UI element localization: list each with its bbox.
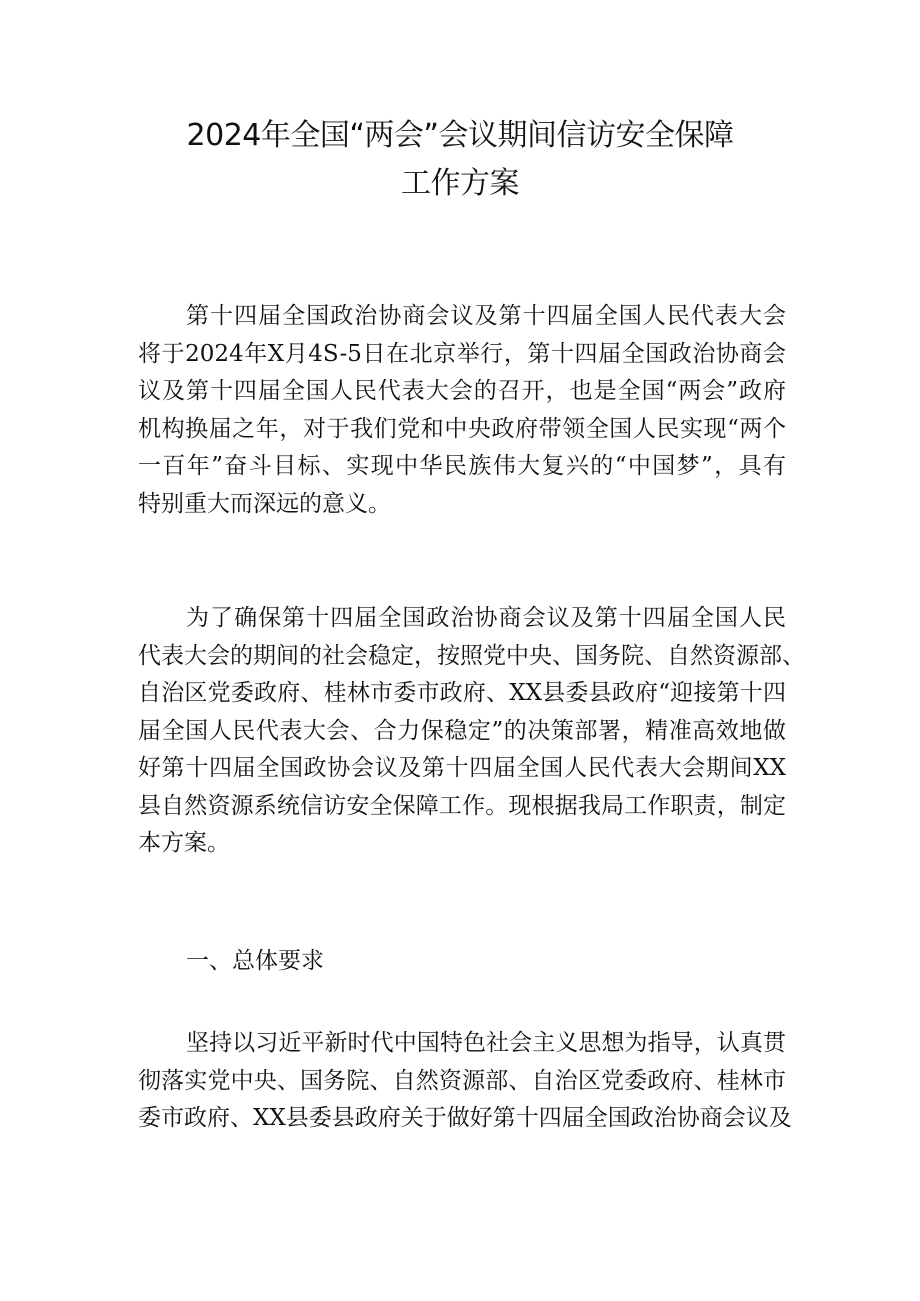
paragraph-line: 自治区党委政府、桂林市委市政府、XX县委县政府“迎接第十四 — [138, 680, 786, 706]
paragraph-line: 将于2024年X月4S-5日在北京举行，第十四届全国政治协商会 — [138, 340, 786, 367]
paragraph-purpose — [138, 600, 805, 863]
paragraph-line: 好第十四届全国政协会议及第十四届全国人民代表大会期间XX — [138, 755, 786, 781]
document-title — [100, 112, 820, 208]
paragraph-line: 坚持以习近平新时代中国特色社会主义思想为指导，认真贯 — [186, 1030, 786, 1056]
paragraph-line: 一百年”奋斗目标、实现中华民族伟大复兴的“中国梦”，具有 — [138, 453, 786, 479]
paragraph-intro — [138, 298, 786, 523]
paragraph-line: 为了确保第十四届全国政治协商会议及第十四届全国人民 — [186, 605, 786, 631]
paragraph-requirements — [138, 1025, 792, 1138]
paragraph-line: 委市政府、XX县委县政府关于做好第十四届全国政治协商会议及 — [138, 1105, 792, 1131]
document-title-line-1: 2024年全国“两会”会议期间信访安全保障 — [186, 118, 734, 153]
paragraph-line: 特别重大而深远的意义。 — [138, 490, 391, 517]
paragraph-line: 彻落实党中央、国务院、自然资源部、自治区党委政府、桂林市 — [138, 1067, 786, 1094]
section-heading-text: 一、总体要求 — [186, 948, 324, 974]
paragraph-line: 县自然资源系统信访安全保障工作。现根据我局工作职责，制定 — [138, 792, 786, 819]
paragraph-line: 本方案。 — [138, 830, 230, 856]
document-title-line-2: 工作方案 — [401, 166, 519, 201]
paragraph-line: 议及第十四届全国人民代表大会的召开，也是全国“两会”政府 — [138, 378, 786, 404]
section-heading — [138, 943, 786, 981]
paragraph-line: 届全国人民代表大会、合力保稳定”的决策部署，精准高效地做 — [138, 717, 786, 744]
paragraph-line: 代表大会的期间的社会稳定，按照党中央、国务院、自然资源部、 — [138, 642, 805, 669]
paragraph-line: 第十四届全国政治协商会议及第十四届全国人民代表大会 — [186, 303, 786, 329]
paragraph-line: 机构换届之年，对于我们党和中央政府带领全国人民实现“两个 — [138, 415, 786, 442]
